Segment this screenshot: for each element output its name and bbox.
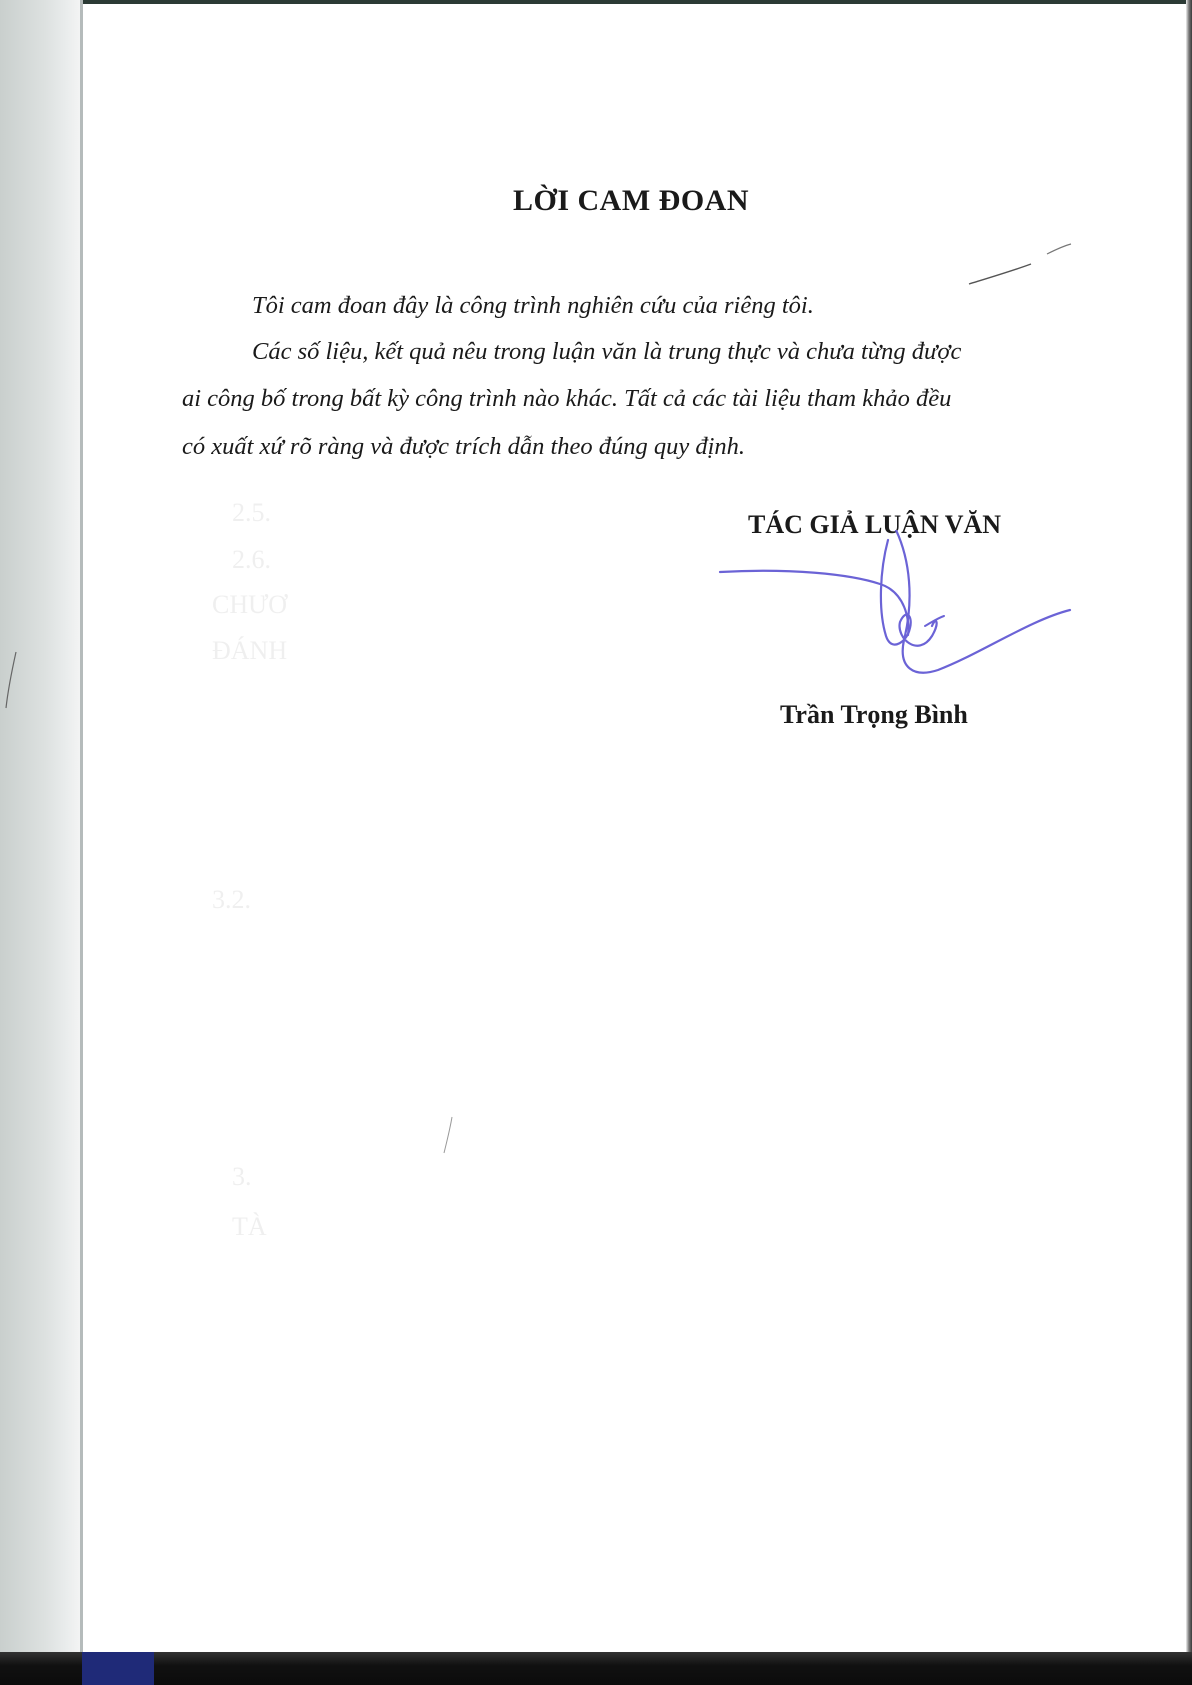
statement-line-1: Tôi cam đoan đây là công trình nghiên cứu của riêng tôi.	[252, 292, 814, 319]
stray-pen-mark	[438, 1115, 458, 1155]
show-through-text: 3.2.	[212, 885, 251, 914]
stray-pen-mark	[965, 240, 1085, 290]
page-fold-line	[80, 0, 83, 1655]
statement-line-4: có xuất xứ rõ ràng và được trích dẫn theo đúng quy định.	[182, 433, 746, 460]
stray-pen-mark	[2, 650, 22, 710]
scanner-bottom-edge	[0, 1652, 1192, 1685]
statement-line-3: ai công bố trong bất kỳ công trình nào khác. Tất cả các tài liệu tham khảo đều	[182, 385, 952, 412]
top-page-edge	[0, 0, 1192, 4]
show-through-text: 2.6.	[232, 545, 271, 574]
handwritten-signature	[700, 530, 1100, 700]
show-through-text: 3.	[232, 1162, 252, 1191]
show-through-text: 2.5.	[232, 498, 271, 527]
statement-line-2: Các số liệu, kết quả nêu trong luận văn là trung thực và chưa từng được	[252, 338, 962, 365]
show-through-text: CHƯƠ	[212, 590, 288, 619]
author-name: Trần Trọng Bình	[780, 700, 968, 729]
scanner-bottom-edge-blue	[82, 1652, 154, 1685]
page-title: LỜI CAM ĐOAN	[513, 184, 749, 217]
right-page-edge	[1186, 0, 1192, 1685]
show-through-text: TÀ	[232, 1212, 267, 1241]
binding-shadow	[0, 0, 82, 1685]
show-through-text: ĐÁNH	[212, 636, 288, 665]
signature-role: TÁC GIẢ LUẬN VĂN	[748, 510, 1002, 539]
